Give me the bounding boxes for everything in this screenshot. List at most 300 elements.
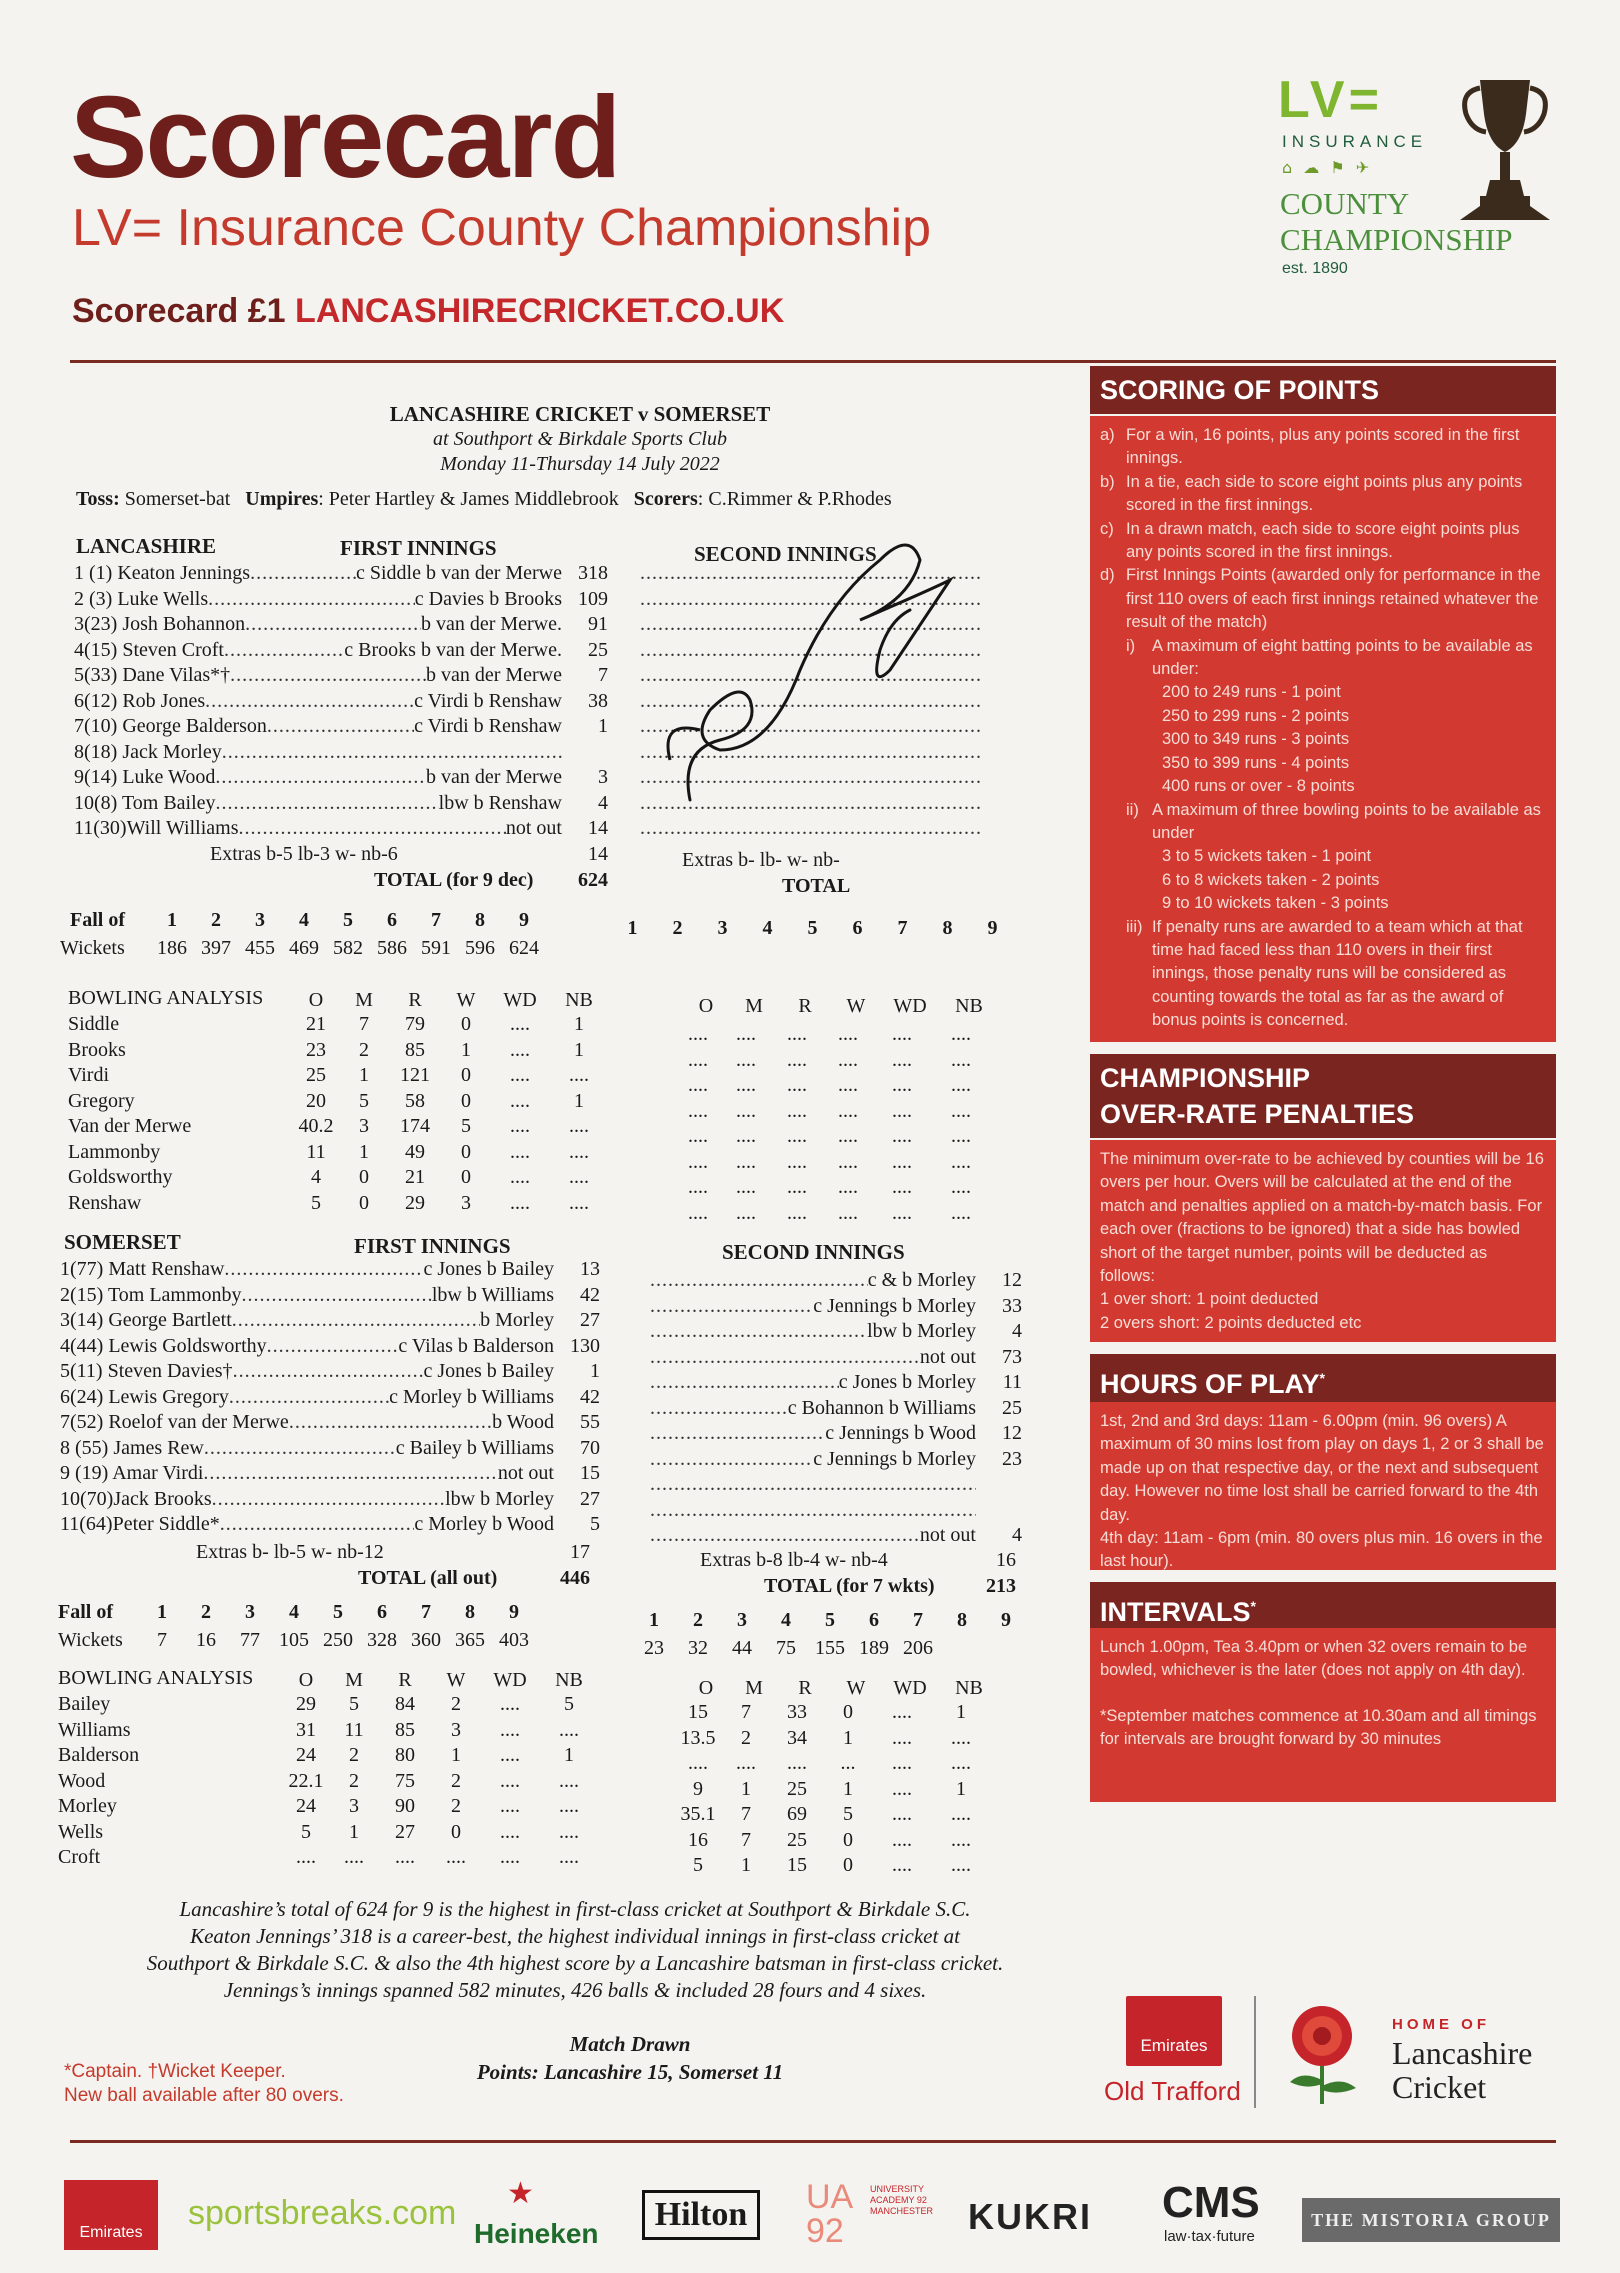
batter-name: 9 (19) Amar Virdi bbox=[60, 1462, 204, 1484]
dot-leader bbox=[650, 1319, 867, 1345]
somerset-fow-values bbox=[140, 1628, 536, 1654]
bowling-row bbox=[68, 1012, 606, 1038]
umpires-value: : Peter Hartley & James Middlebrook bbox=[318, 488, 619, 510]
somerset-total-runs: 446 bbox=[560, 1567, 590, 1589]
runs: 33 bbox=[1002, 1294, 1022, 1317]
dot-cell: .... bbox=[951, 1125, 971, 1147]
dot-leader bbox=[215, 765, 426, 791]
batting-row bbox=[74, 765, 608, 791]
bowling-points-row: ii) A maximum of three bowling points to be available as under bbox=[1126, 800, 1541, 842]
somerset-bowling-header-2 bbox=[680, 994, 996, 1020]
competition-subtitle: LV= Insurance County Championship bbox=[72, 199, 931, 257]
dot-leader bbox=[242, 1283, 432, 1309]
batting-row bbox=[650, 1268, 1022, 1294]
bowling-col-header: WD bbox=[893, 995, 927, 1017]
points-list bbox=[1100, 424, 1546, 635]
bowling-m: 5 bbox=[349, 1693, 359, 1715]
bowling-row bbox=[672, 1828, 988, 1854]
bowling-points-list bbox=[1100, 845, 1546, 915]
dot-cell: .... bbox=[736, 1201, 756, 1224]
bowling-o: .... bbox=[688, 1752, 708, 1774]
bowling-wd: .... bbox=[892, 1854, 912, 1876]
dot-leader bbox=[650, 1396, 788, 1422]
dismissal: not out bbox=[505, 817, 562, 839]
somerset-total: TOTAL (all out) bbox=[358, 1567, 498, 1589]
emirates-old-trafford-logo: Emirates Old Trafford bbox=[1104, 1996, 1254, 2106]
fow-cell: 6 bbox=[387, 909, 397, 931]
dot-cell: .... bbox=[787, 1201, 807, 1224]
dot-cell: .... bbox=[787, 1176, 807, 1198]
batter-name: 1 (1) Keaton Jennings bbox=[74, 562, 251, 584]
points-item-text: In a drawn match, each side to score eight points plus any points scored in the first innings. bbox=[1126, 519, 1520, 562]
batter-name: 4(15) Steven Croft bbox=[74, 638, 224, 661]
bowling-m: 5 bbox=[359, 1089, 369, 1112]
runs bbox=[976, 1498, 1022, 1524]
bowling-r: 27 bbox=[395, 1820, 415, 1843]
hours-of-play-panel: 1st, 2nd and 3rd days: 11am - 6.00pm (min. 96 overs) A maximum of 30 mins lost from play on days 1, 2 or 3 shall be made up on that respective day, or the next and subsequent day. However no time lost shall be carried forward to the 4th day. 4th day: 11am - 6pm (min. 80 overs plus min. 16 overs in the last hour). bbox=[1090, 1402, 1556, 1570]
lv-icons: ⌂ ☁ ⚑ ✈ bbox=[1282, 158, 1373, 177]
note-line: Lancashire’s total of 624 for 9 is the highest in first-class cricket at Southport & Birkdale S.C. bbox=[179, 1897, 971, 1921]
bowling-o: 35.1 bbox=[680, 1803, 716, 1825]
runs: 12 bbox=[1002, 1422, 1022, 1444]
logo-divider bbox=[1254, 1996, 1256, 2108]
bowler-name: Morley bbox=[58, 1795, 117, 1817]
fow-cell: 155 bbox=[815, 1637, 845, 1659]
dot-leader bbox=[650, 1498, 976, 1524]
dismissal: c Jennings b Morley bbox=[813, 1447, 976, 1470]
fow-cell: 624 bbox=[509, 937, 539, 959]
points-item-label: d) bbox=[1100, 566, 1115, 585]
dot-cell: .... bbox=[736, 1099, 756, 1122]
somerset-fow-numbers bbox=[140, 1600, 536, 1626]
toss-label: Toss: bbox=[76, 488, 120, 510]
bowling-row bbox=[58, 1845, 596, 1871]
dismissal: c Jones b Morley bbox=[838, 1371, 976, 1393]
bowling-r: 90 bbox=[395, 1795, 415, 1817]
bowler-name: Siddle bbox=[68, 1013, 120, 1035]
batting-row bbox=[60, 1512, 600, 1538]
dot-cell: .... bbox=[736, 1048, 756, 1071]
dot-leader bbox=[208, 587, 415, 613]
page-title: Scorecard bbox=[70, 72, 620, 202]
bowling-o: 25 bbox=[306, 1064, 326, 1086]
runs bbox=[976, 1472, 1022, 1498]
batter-name: 6(12) Rob Jones bbox=[74, 689, 206, 712]
fow-cell: 7 bbox=[157, 1629, 167, 1651]
bowling-nb: .... bbox=[569, 1191, 589, 1214]
runs: 4 bbox=[1012, 1320, 1022, 1342]
sponsor-cms: CMS bbox=[1162, 2178, 1260, 2227]
dismissal: c Bohannon b Williams bbox=[787, 1396, 976, 1419]
bowling-o: .... bbox=[296, 1846, 316, 1868]
bowling-w: 0 bbox=[843, 1701, 853, 1723]
bowling-row bbox=[68, 1165, 606, 1191]
fow-cell: 250 bbox=[323, 1629, 353, 1651]
toss-line bbox=[76, 488, 892, 511]
sponsor-sportsbreaks: sportsbreaks.com bbox=[188, 2194, 457, 2232]
batter-name: 6(24) Lewis Gregory bbox=[60, 1385, 229, 1408]
points-item bbox=[1100, 471, 1546, 518]
dot-cell: .... bbox=[688, 1099, 708, 1122]
bowling-nb: .... bbox=[569, 1140, 589, 1163]
runs: 14 bbox=[588, 817, 608, 839]
fow-cell: 16 bbox=[196, 1629, 216, 1651]
batting-row bbox=[60, 1283, 600, 1309]
batter-name: 8(18) Jack Morley bbox=[74, 740, 222, 763]
dot-cell: .... bbox=[951, 1074, 971, 1096]
fow-cell: 328 bbox=[367, 1629, 397, 1651]
batter-name: 11(64)Peter Siddle* bbox=[60, 1513, 220, 1535]
bowling-w: 1 bbox=[461, 1038, 471, 1061]
somerset-second-fow-numbers bbox=[632, 1608, 1028, 1634]
bowling-col-header: O bbox=[298, 1669, 314, 1691]
dot-leader bbox=[650, 1472, 976, 1498]
intervals-heading: INTERVALS* bbox=[1090, 1582, 1556, 1636]
dismissal: c Davies b Brooks bbox=[414, 587, 562, 610]
fow-cell: 8 bbox=[957, 1609, 967, 1631]
fow-cell: 455 bbox=[245, 937, 275, 959]
dot-cell: .... bbox=[951, 1201, 971, 1224]
bowling-o: 5 bbox=[693, 1854, 703, 1876]
bowler-name: Renshaw bbox=[68, 1191, 142, 1214]
batter-name: 4(44) Lewis Goldsworthy bbox=[60, 1334, 267, 1357]
toss-value: Somerset-bat bbox=[124, 488, 231, 510]
bowler-name: Brooks bbox=[68, 1038, 126, 1061]
somerset-bowling-table bbox=[68, 1012, 606, 1216]
batting-points-list bbox=[1100, 681, 1546, 798]
empty-bowling-row bbox=[672, 1073, 988, 1099]
scorers-label: Scorers bbox=[633, 488, 698, 510]
bowler-name: Croft bbox=[58, 1846, 101, 1868]
bowling-r: 49 bbox=[405, 1140, 425, 1163]
fow-cell: 596 bbox=[465, 937, 495, 959]
batting-points-item: 350 to 399 runs - 4 points bbox=[1162, 753, 1350, 772]
lv-championship-text: CHAMPIONSHIP bbox=[1280, 222, 1513, 257]
fow-cell: 4 bbox=[299, 909, 309, 931]
dismissal: lbw b Morley bbox=[445, 1487, 554, 1510]
fow-cell: 3 bbox=[255, 909, 265, 931]
dot-cell: .... bbox=[838, 1048, 858, 1071]
price-label: Scorecard £1 bbox=[72, 292, 286, 330]
bowling-row bbox=[58, 1820, 596, 1846]
somerset-second-total: TOTAL (for 7 wkts) bbox=[764, 1575, 935, 1597]
bowling-w: 3 bbox=[451, 1718, 461, 1741]
bowling-o: 22.1 bbox=[288, 1769, 324, 1792]
bowling-w: 0 bbox=[843, 1854, 853, 1876]
runs: 1 bbox=[590, 1360, 600, 1382]
dot-leader bbox=[220, 1512, 415, 1538]
runs: 25 bbox=[1002, 1396, 1022, 1419]
match-notes bbox=[70, 1896, 1080, 2004]
bowling-col-header: O bbox=[698, 995, 714, 1017]
runs: 70 bbox=[580, 1436, 600, 1459]
bowling-r: 58 bbox=[405, 1089, 425, 1112]
fow-cell: 582 bbox=[333, 937, 363, 959]
dot-cell: .... bbox=[838, 1099, 858, 1122]
dot-leader bbox=[230, 663, 426, 689]
dot-leader bbox=[216, 791, 439, 817]
fow-cell: 8 bbox=[465, 1601, 475, 1623]
bowling-m: .... bbox=[736, 1752, 756, 1774]
batter-name: 10(8) Tom Bailey bbox=[74, 791, 216, 814]
dot-cell: .... bbox=[838, 1176, 858, 1198]
somerset-batting-list bbox=[60, 1257, 600, 1538]
batting-row bbox=[60, 1308, 600, 1334]
dot-cell: .... bbox=[951, 1150, 971, 1173]
dot-leader bbox=[203, 1461, 497, 1487]
bowling-r: .... bbox=[787, 1752, 807, 1774]
bowling-nb: .... bbox=[559, 1718, 579, 1741]
batting-row bbox=[60, 1436, 600, 1462]
somerset-second-extras: Extras b-8 lb-4 w- nb-4 bbox=[700, 1549, 888, 1571]
fow-cell: 2 bbox=[211, 909, 221, 931]
dot-leader bbox=[650, 1345, 920, 1371]
bowling-r: 25 bbox=[787, 1777, 807, 1800]
website-link[interactable]: LANCASHIRECRICKET.CO.UK bbox=[295, 292, 785, 330]
dot-cell: .... bbox=[688, 1048, 708, 1071]
bowling-r: 75 bbox=[395, 1769, 415, 1792]
fow-cell: 1 bbox=[157, 1601, 167, 1623]
runs bbox=[562, 740, 608, 766]
batting-row bbox=[650, 1396, 1022, 1422]
bowling-w: 0 bbox=[461, 1013, 471, 1035]
dot-cell: .... bbox=[787, 1048, 807, 1071]
bowling-col-header: O bbox=[308, 989, 324, 1011]
bowling-w: 2 bbox=[451, 1769, 461, 1792]
batting-points-item: 200 to 249 runs - 1 point bbox=[1162, 683, 1341, 702]
runs: 4 bbox=[1012, 1524, 1022, 1546]
runs: 42 bbox=[580, 1385, 600, 1408]
batting-row bbox=[74, 714, 608, 740]
fow-cell: 8 bbox=[942, 917, 953, 939]
batter-name: 2 (3) Luke Wells bbox=[74, 587, 209, 610]
batting-points-row: i) A maximum of eight batting points to be available as under: bbox=[1126, 636, 1533, 679]
batting-row bbox=[74, 663, 608, 689]
dot-cell: .... bbox=[736, 1074, 756, 1096]
bowling-o: 5 bbox=[311, 1191, 321, 1214]
bowling-row bbox=[58, 1718, 596, 1744]
lancashire-wickets-label: Wickets bbox=[60, 937, 125, 959]
somerset-second-innings-heading: SECOND INNINGS bbox=[722, 1240, 905, 1264]
bowling-w: 5 bbox=[843, 1803, 853, 1825]
bowling-r: 79 bbox=[405, 1013, 425, 1035]
bowling-nb: .... bbox=[569, 1064, 589, 1086]
somerset-second-batting-list bbox=[650, 1268, 1022, 1549]
bowling-nb: .... bbox=[569, 1166, 589, 1188]
bowling-w: 0 bbox=[461, 1089, 471, 1112]
batter-name: 8 (55) James Rew bbox=[60, 1436, 204, 1459]
bowling-wd: .... bbox=[500, 1820, 520, 1843]
lancashire-extras-row bbox=[210, 842, 608, 868]
bowling-nb: .... bbox=[951, 1828, 971, 1851]
dot-leader bbox=[222, 740, 562, 766]
batter-name: 9(14) Luke Wood bbox=[74, 766, 216, 788]
red-rose-icon bbox=[1272, 2000, 1372, 2106]
lv-insurance-text: INSURANCE bbox=[1282, 132, 1428, 151]
fow-cell: 9 bbox=[509, 1601, 519, 1623]
bowling-o: 9 bbox=[693, 1777, 703, 1800]
bowling-points-item: 3 to 5 wickets taken - 1 point bbox=[1162, 847, 1372, 866]
fow-cell: 4 bbox=[762, 917, 773, 939]
runs: 27 bbox=[580, 1487, 600, 1510]
dismissal: c Morley b Williams bbox=[389, 1385, 554, 1408]
somerset-fow-label: Fall of bbox=[58, 1601, 113, 1623]
fow-cell: 1 bbox=[627, 917, 638, 939]
dot-leader bbox=[650, 1523, 920, 1549]
bowling-o: 24 bbox=[296, 1744, 316, 1766]
dot-leader bbox=[212, 1487, 445, 1513]
somerset-second-total-row bbox=[764, 1574, 1016, 1600]
fow-cell: 105 bbox=[279, 1629, 309, 1651]
somerset-extras-row bbox=[196, 1540, 590, 1566]
note-line: Keaton Jennings’ 318 is a career-best, the highest individual innings in first-class cricket at bbox=[190, 1924, 960, 1948]
empty-bowling-row bbox=[672, 1022, 988, 1048]
batting-row bbox=[74, 561, 608, 587]
dot-leader bbox=[650, 1268, 868, 1294]
lv-county-text: COUNTY bbox=[1280, 186, 1410, 221]
bowling-m: 7 bbox=[741, 1701, 751, 1723]
bowling-wd: .... bbox=[892, 1828, 912, 1851]
dismissal: c & b Morley bbox=[867, 1269, 976, 1291]
dot-leader bbox=[650, 1294, 813, 1320]
dot-cell: .... bbox=[838, 1074, 858, 1096]
empty-bowling-row bbox=[672, 1150, 988, 1176]
runs: 38 bbox=[588, 689, 608, 712]
batting-row bbox=[650, 1523, 1022, 1549]
bowling-o: 21 bbox=[306, 1013, 326, 1035]
points-line: Points: Lancashire 15, Somerset 11 bbox=[476, 2060, 784, 2084]
home-of-text: HOME OF bbox=[1392, 2016, 1490, 2033]
fow-cell: 6 bbox=[377, 1601, 387, 1623]
bowling-m: 2 bbox=[349, 1744, 359, 1766]
bowling-r: 25 bbox=[787, 1828, 807, 1851]
lancashire-bowling-header-2 bbox=[680, 1676, 996, 1702]
bowling-row bbox=[68, 1191, 606, 1217]
dismissal: not out bbox=[919, 1345, 976, 1368]
bowling-wd: .... bbox=[892, 1777, 912, 1800]
runs: 3 bbox=[598, 766, 608, 788]
bowling-r: 21 bbox=[405, 1166, 425, 1188]
dot-leader bbox=[245, 612, 421, 638]
bowling-m: 7 bbox=[741, 1828, 751, 1851]
bowling-wd: .... bbox=[510, 1089, 530, 1112]
batting-row bbox=[74, 740, 608, 766]
dot-cell: .... bbox=[838, 1150, 858, 1173]
bowling-nb: 1 bbox=[956, 1777, 966, 1800]
batting-row bbox=[74, 587, 608, 613]
trophy-icon bbox=[1450, 74, 1560, 224]
umpires-label: Umpires bbox=[245, 488, 319, 510]
bowling-r: 69 bbox=[787, 1803, 807, 1825]
runs: 27 bbox=[580, 1309, 600, 1331]
bowling-nb: .... bbox=[569, 1115, 589, 1137]
lancashire-second-extras: Extras b- lb- w- nb- bbox=[682, 849, 840, 871]
dismissal: c Virdi b Renshaw bbox=[414, 715, 562, 737]
bowling-r: 174 bbox=[400, 1115, 430, 1137]
fow-cell: 2 bbox=[693, 1609, 703, 1631]
fow-cell: 4 bbox=[289, 1601, 299, 1623]
batting-row bbox=[650, 1319, 1022, 1345]
dismissal: lbw b Renshaw bbox=[438, 791, 562, 814]
match-title: LANCASHIRE CRICKET v SOMERSET bbox=[389, 402, 771, 426]
batter-name: 11(30)Will Williams bbox=[74, 817, 239, 839]
dismissal: b van der Merwe. bbox=[420, 613, 562, 635]
bowling-r: 84 bbox=[395, 1693, 415, 1715]
bowling-wd: .... bbox=[510, 1115, 530, 1137]
bowling-col-header: R bbox=[798, 995, 812, 1017]
dismissal: c Vilas b Balderson bbox=[398, 1334, 554, 1357]
fow-cell: 586 bbox=[377, 937, 407, 959]
batting-points-item: 300 to 349 runs - 3 points bbox=[1162, 730, 1350, 749]
dot-cell: .... bbox=[951, 1176, 971, 1198]
bowling-w: ... bbox=[840, 1752, 856, 1774]
bowling-m: .... bbox=[344, 1846, 364, 1868]
batter-name: 1(77) Matt Renshaw bbox=[60, 1258, 225, 1280]
fow-cell: 5 bbox=[807, 917, 818, 939]
sponsor-emirates: Emirates bbox=[64, 2180, 158, 2250]
dot-cell: .... bbox=[892, 1150, 912, 1173]
bowling-o: 13.5 bbox=[680, 1726, 716, 1749]
dot-cell: .... bbox=[736, 1150, 756, 1173]
batting-row bbox=[60, 1359, 600, 1385]
batting-row bbox=[60, 1461, 600, 1487]
somerset-second-extras-runs: 16 bbox=[996, 1549, 1016, 1571]
bowling-nb: 1 bbox=[564, 1744, 574, 1766]
fow-cell: 5 bbox=[825, 1609, 835, 1631]
dot-leader bbox=[238, 816, 505, 842]
runs: 15 bbox=[580, 1462, 600, 1484]
batting-row bbox=[60, 1334, 600, 1360]
batter-name: 2(15) Tom Lammonby bbox=[60, 1283, 242, 1306]
runs: 91 bbox=[588, 613, 608, 635]
lancashire-extras: Extras b-5 lb-3 w- nb-6 bbox=[210, 843, 398, 865]
fow-cell: 23 bbox=[644, 1637, 664, 1659]
bowling-points-item: 9 to 10 wickets taken - 3 points bbox=[1162, 894, 1389, 913]
empty-bowling-row bbox=[672, 1048, 988, 1074]
match-result bbox=[420, 2030, 840, 2086]
fow-cell: 7 bbox=[913, 1609, 923, 1631]
runs: 1 bbox=[598, 715, 608, 737]
dot-cell: .... bbox=[688, 1125, 708, 1147]
bowler-name: Wells bbox=[58, 1820, 104, 1843]
penalty-row: iii) If penalty runs are awarded to a team which at that time had faced less than 110 overs in their first innings, those penalty runs will be considered as counting towards the total as far as the award of bonus points is concerned. bbox=[1126, 917, 1523, 1030]
bowling-col-header: M bbox=[355, 989, 373, 1011]
fow-cell: 189 bbox=[859, 1637, 889, 1659]
dot-cell: .... bbox=[838, 1125, 858, 1147]
bowling-o: 11 bbox=[306, 1140, 326, 1163]
bowling-wd: .... bbox=[510, 1140, 530, 1163]
bowler-name: Van der Merwe bbox=[68, 1115, 192, 1137]
bowling-col-header: M bbox=[745, 995, 763, 1017]
fow-cell: 7 bbox=[431, 909, 441, 931]
runs: 4 bbox=[598, 791, 608, 814]
somerset-first-innings-heading: FIRST INNINGS bbox=[354, 1234, 511, 1258]
runs: 130 bbox=[570, 1334, 600, 1357]
note-line: Southport & Birkdale S.C. & also the 4th highest score by a Lancashire batsman in first-class cricket. bbox=[146, 1951, 1004, 1975]
somerset-second-extras-row bbox=[700, 1548, 1016, 1574]
sponsor-hilton: Hilton bbox=[642, 2190, 760, 2240]
somerset-second-total-runs: 213 bbox=[986, 1575, 1016, 1597]
points-item bbox=[1100, 564, 1546, 634]
scoring-of-points-heading: SCORING OF POINTS bbox=[1090, 366, 1556, 414]
empty-bowling-row bbox=[672, 1124, 988, 1150]
points-item-label: b) bbox=[1100, 472, 1115, 491]
runs: 12 bbox=[1002, 1269, 1022, 1291]
dot-leader bbox=[289, 1410, 492, 1436]
batter-name: 5(11) Steven Davies† bbox=[60, 1360, 233, 1382]
dot-cell: .... bbox=[688, 1074, 708, 1096]
bowling-wd: .... bbox=[510, 1038, 530, 1061]
